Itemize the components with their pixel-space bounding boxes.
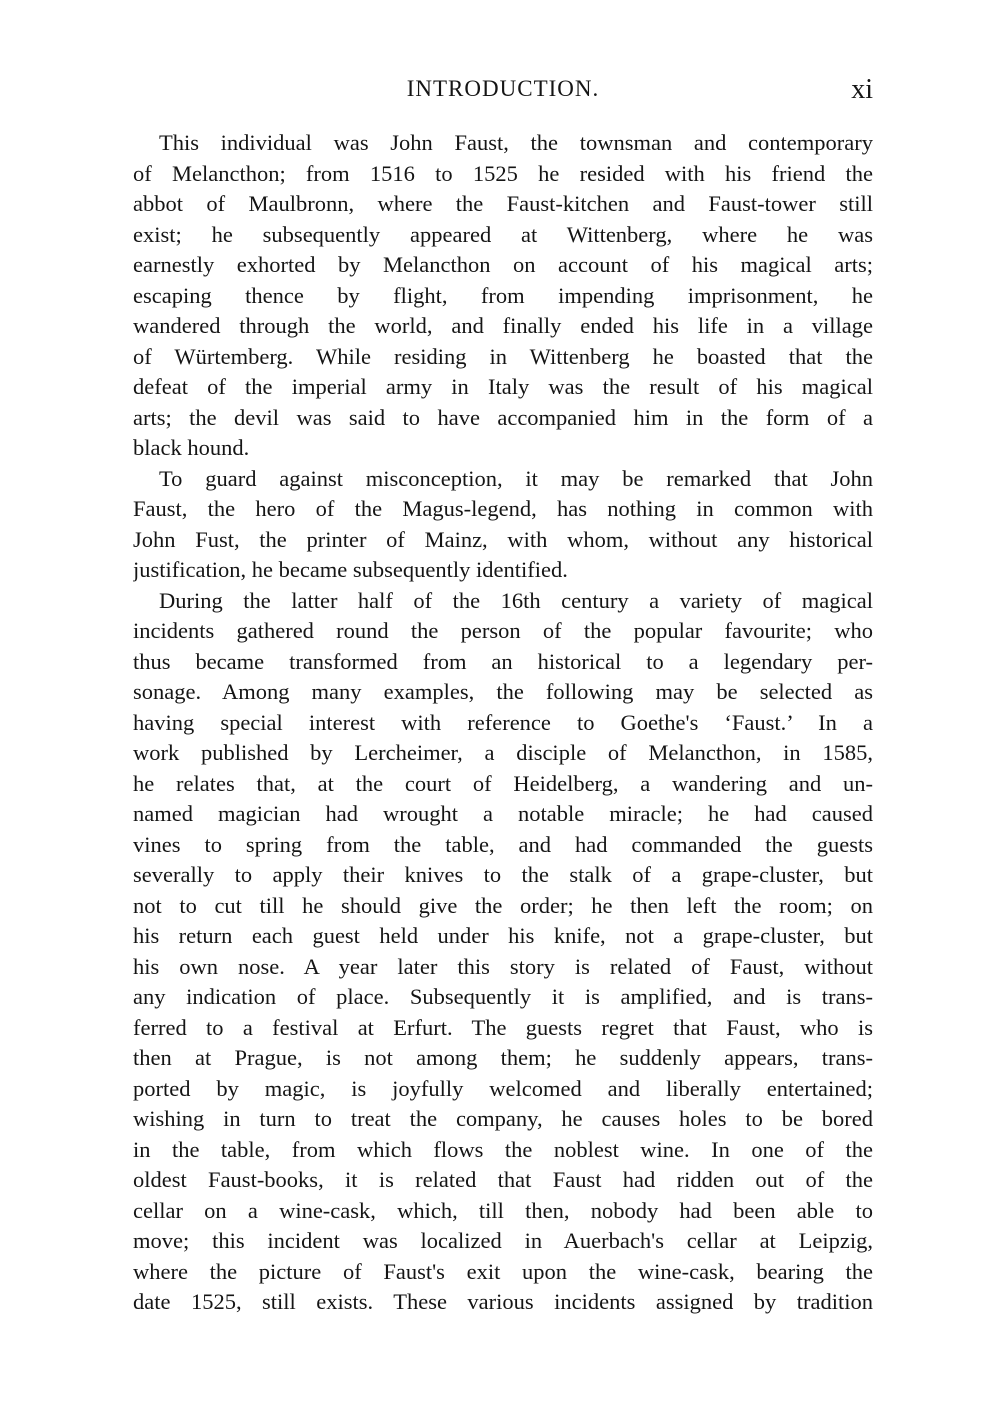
- text-line: This individual was John Faust, the townsman and contemporary: [159, 130, 873, 155]
- running-head: [133, 76, 873, 106]
- text-line: then at Prague, is not among them; he suddenly appears, trans-: [133, 1045, 873, 1070]
- text-line: where the picture of Faust's exit upon the wine-cask, bearing the: [133, 1258, 873, 1284]
- text-line: work published by Lercheimer, a disciple of Melancthon, in 1585,: [133, 740, 873, 765]
- running-head-title: INTRODUCTION.: [406, 76, 600, 101]
- text-line: vines to spring from the table, and had commanded the guests: [133, 831, 873, 857]
- text-line: in the table, from which flows the noblest wine. In one of the: [133, 1136, 873, 1162]
- text-line: not to cut till he should give the order; he then left the room; on: [133, 892, 873, 918]
- text-line: thus became transformed from an historical to a legendary per-: [133, 648, 873, 674]
- text-line: abbot of Maulbronn, where the Faust-kitchen and Faust-tower still: [133, 191, 873, 216]
- text-line: his return each guest held under his knife, not a grape-cluster, but: [133, 923, 873, 948]
- text-line: his own nose. A year later this story is related of Faust, without: [133, 953, 873, 979]
- text-line: wishing in turn to treat the company, he causes holes to be bored: [133, 1106, 873, 1131]
- paragraph: [133, 464, 873, 586]
- text-line: having special interest with reference to Goethe's ‘Faust.’ In a: [133, 709, 873, 735]
- paragraph: [133, 586, 873, 1318]
- text-line: of Würtemberg. While residing in Wittenberg he boasted that the: [133, 343, 873, 369]
- body-text: [133, 128, 873, 1318]
- text-line: he relates that, at the court of Heidelberg, a wandering and un-: [133, 770, 873, 796]
- text-line: oldest Faust-books, it is related that Faust had ridden out of the: [133, 1167, 873, 1192]
- text-line: justification, he became subsequently identified.: [133, 557, 568, 582]
- text-line: During the latter half of the 16th century a variety of magical: [159, 587, 873, 613]
- text-line: ferred to a festival at Erfurt. The guests regret that Faust, who is: [133, 1014, 873, 1040]
- text-line: named magician had wrought a notable miracle; he had caused: [133, 801, 873, 826]
- text-line: cellar on a wine-cask, which, till then, nobody had been able to: [133, 1197, 873, 1223]
- text-line: escaping thence by flight, from impending imprisonment, he: [133, 282, 873, 308]
- text-line: ported by magic, is joyfully welcomed and liberally entertained;: [133, 1075, 873, 1101]
- text-line: date 1525, still exists. These various incidents assigned by tradition: [133, 1289, 873, 1314]
- text-line: move; this incident was localized in Auerbach's cellar at Leipzig,: [133, 1228, 873, 1253]
- text-line: To guard against misconception, it may be remarked that John: [159, 465, 873, 491]
- text-line: earnestly exhorted by Melancthon on account of his magical arts;: [133, 252, 873, 277]
- text-line: sonage. Among many examples, the following may be selected as: [133, 679, 873, 704]
- text-line: defeat of the imperial army in Italy was the result of his magical: [133, 374, 873, 399]
- text-line: severally to apply their knives to the stalk of a grape-cluster, but: [133, 862, 873, 887]
- text-line: exist; he subsequently appeared at Wittenberg, where he was: [133, 221, 873, 247]
- page-number: xi: [851, 74, 873, 105]
- text-line: black hound.: [133, 435, 250, 460]
- text-line: Faust, the hero of the Magus-legend, has nothing in common with: [133, 496, 873, 521]
- text-line: arts; the devil was said to have accompanied him in the form of a: [133, 404, 873, 430]
- text-line: incidents gathered round the person of the popular favourite; who: [133, 618, 873, 643]
- paragraph: [133, 128, 873, 464]
- text-line: wandered through the world, and finally ended his life in a village: [133, 313, 873, 338]
- text-line: any indication of place. Subsequently it is amplified, and is trans-: [133, 984, 873, 1009]
- text-line: of Melancthon; from 1516 to 1525 he resided with his friend the: [133, 160, 873, 186]
- text-line: John Fust, the printer of Mainz, with whom, without any historical: [133, 526, 873, 552]
